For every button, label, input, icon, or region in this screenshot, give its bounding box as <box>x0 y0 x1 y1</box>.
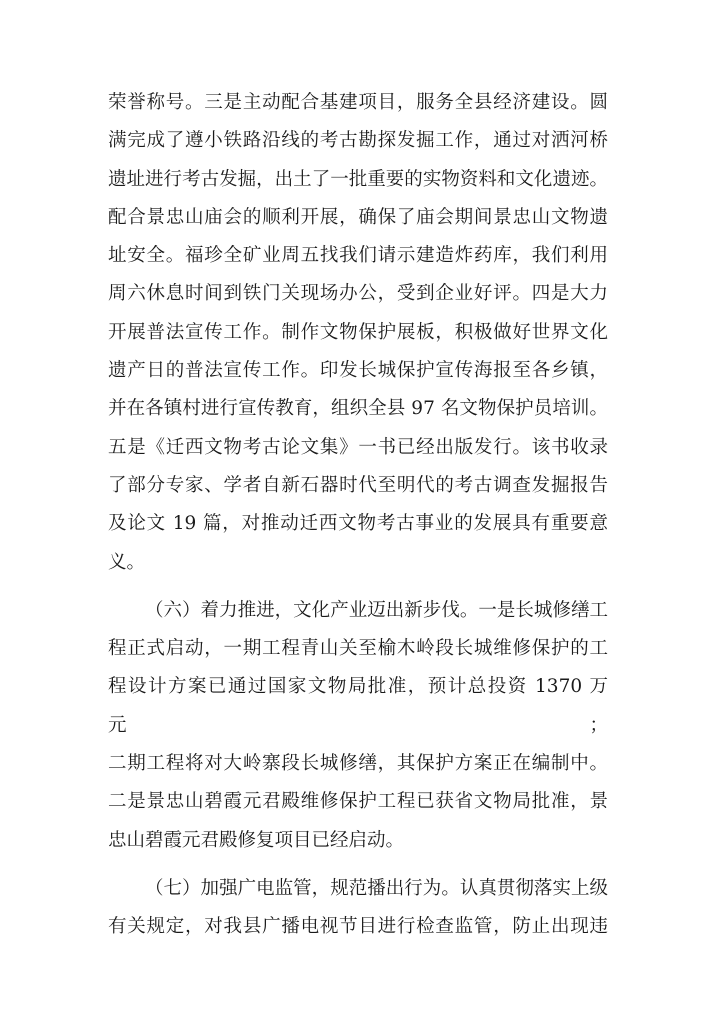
text-line: 二是景忠山碧霞元君殿维修保护工程已获省文物局批准，景 <box>108 791 608 813</box>
text-line: 遗址进行考古发掘，出土了一批重要的实物资料和文化遗迹。 <box>108 168 608 190</box>
text-line: （六）着力推进，文化产业迈出新步伐。一是长城修缮工 <box>145 599 608 621</box>
paragraph-2 <box>108 592 608 860</box>
text-line: 及论文 19 篇，对推动迁西文物考古事业的发展具有重要意 <box>108 513 608 535</box>
text-line: 并在各镇村进行宣传教育，组织全县 97 名文物保护员培训。 <box>108 398 608 420</box>
text-line: 遗产日的普法宣传工作。印发长城保护宣传海报至各乡镇， <box>108 360 608 382</box>
paragraph-3 <box>108 870 608 947</box>
text-line: 五是《迁西文物考古论文集》一书已经出版发行。该书收录 <box>108 436 608 458</box>
text-line: 了部分专家、学者自新石器时代至明代的考古调查发掘报告 <box>108 474 608 496</box>
text-line: 忠山碧霞元君殿修复项目已经启动。 <box>108 829 405 851</box>
document-body <box>108 84 608 947</box>
text-line: 程设计方案已通过国家文物局批准，预计总投资 1370 万元； <box>108 676 608 736</box>
text-line: 有关规定，对我县广播电视节目进行检查监管，防止出现违 <box>108 916 608 938</box>
text-line: 二期工程将对大岭寨段长城修缮，其保护方案正在编制中。 <box>108 753 608 775</box>
text-line: 配合景忠山庙会的顺利开展，确保了庙会期间景忠山文物遗 <box>108 206 608 228</box>
text-line: 荣誉称号。三是主动配合基建项目，服务全县经济建设。圆 <box>108 92 608 113</box>
text-line: 址安全。福珍全矿业周五找我们请示建造炸药库，我们利用 <box>108 245 608 267</box>
text-line: 开展普法宣传工作。制作文物保护展板，积极做好世界文化 <box>108 321 608 343</box>
text-line: 满完成了遵小铁路沿线的考古勘探发掘工作，通过对洒河桥 <box>108 130 608 152</box>
text-line: 周六休息时间到铁门关现场办公，受到企业好评。四是大力 <box>108 283 608 305</box>
text-line: 义。 <box>108 551 146 573</box>
text-line: （七）加强广电监管，规范播出行为。认真贯彻落实上级 <box>145 877 608 899</box>
paragraph-1 <box>108 84 608 582</box>
text-line: 程正式启动，一期工程青山关至榆木岭段长城维修保护的工 <box>108 638 608 660</box>
